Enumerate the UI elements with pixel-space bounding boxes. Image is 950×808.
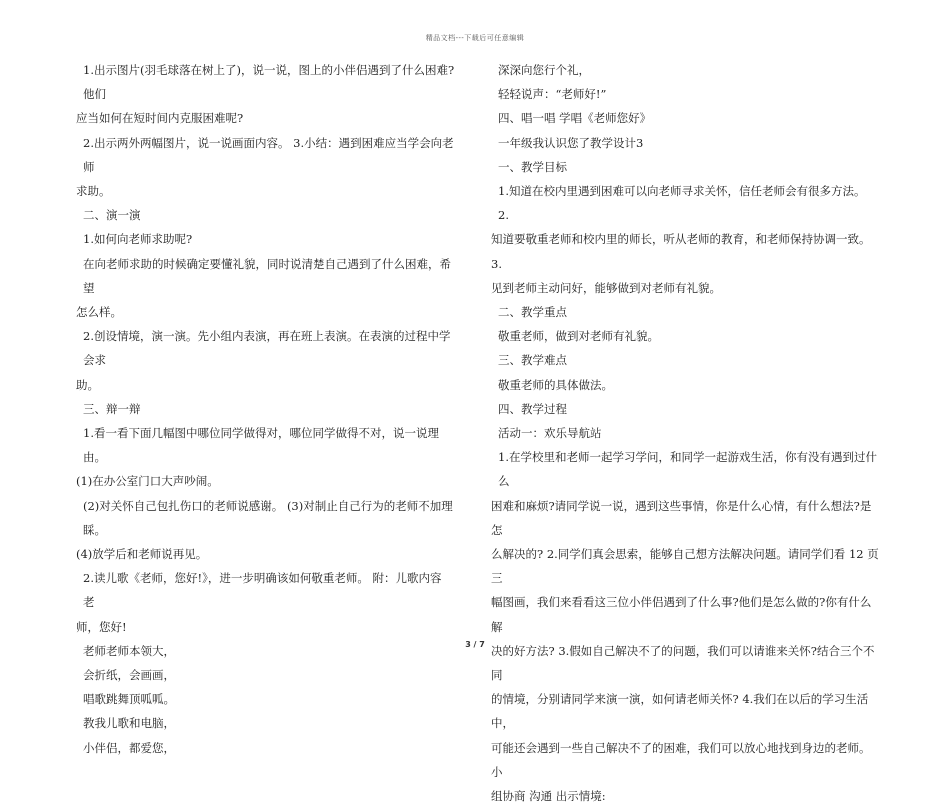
- text-line: 轻轻说声：“老师好!”: [498, 87, 607, 102]
- right-column: [491, 58, 880, 808]
- text-line: 见到老师主动问好，能够做到对老师有礼貌。: [491, 280, 721, 295]
- text-line: 二、演一演: [83, 208, 141, 223]
- left-column: [76, 58, 455, 760]
- text-line: (1)在办公室门口大声吵闹。: [76, 474, 219, 489]
- text-line: 深深向您行个礼，: [498, 63, 590, 77]
- text-line: 困难和麻烦?请同学说一说，遇到这些事情，你是什么心情，有什么想法?是怎: [491, 498, 872, 537]
- text-line: 1.看一看下面几幅图中哪位同学做得对，哪位同学做得不对，说一说理由。: [83, 426, 439, 465]
- text-line: 知道要敬重老师和校内里的师长，听从老师的教育，和老师保持协调一致。 3.: [491, 232, 871, 271]
- text-line: 会折纸，会画画，: [83, 668, 175, 683]
- text-line: 2.读儿歌《老师，您好!》，进一步明确该如何敬重老师。 附：儿歌内容 老: [83, 571, 442, 610]
- text-line: 教我儿歌和电脑，: [83, 716, 175, 731]
- text-line: 三、辩一辩: [83, 401, 141, 416]
- text-line: 的情境，分别请同学来演一演，如何请老师关怀? 4.我们在以后的学习生活中，: [491, 692, 869, 731]
- text-line: 1.知道在校内里遇到困难可以向老师寻求关怀，信任老师会有很多方法。 2.: [498, 184, 866, 223]
- text-line: 活动一：欢乐导航站: [498, 426, 602, 441]
- text-line: 2.创设情境，演一演。先小组内表演，再在班上表演。在表演的过程中学会求: [83, 329, 451, 368]
- text-line: 么解决的? 2.同学们真会思索，能够自己想方法解决问题。请同学们看 12 页三: [491, 547, 879, 586]
- text-line: 敬重老师，做到对老师有礼貌。: [498, 329, 659, 344]
- text-line: 敬重老师的具体做法。: [498, 377, 613, 392]
- text-line: 1.在学校里和老师一起学习学问，和同学一起游戏生活，你有没有遇到过什么: [498, 450, 877, 489]
- text-line: 在向老师求助的时候确定要懂礼貌，同时说清楚自己遇到了什么困难，希望: [83, 256, 451, 295]
- text-line: 1.出示图片(羽毛球落在树上了)，说一说，图上的小伴侣遇到了什么困难?他们: [83, 63, 455, 102]
- text-line: 1.如何向老师求助呢?: [83, 232, 193, 247]
- text-line: (2)对关怀自己包扎伤口的老师说感谢。 (3)对制止自己行为的老师不加理睬。: [83, 498, 453, 537]
- text-line: 三、教学难点: [498, 353, 567, 368]
- text-line: 小伴侣，都爱您，: [83, 740, 175, 755]
- text-line: 唱歌跳舞顶呱呱。: [83, 692, 175, 707]
- text-line: 幅图画，我们来看看这三位小伴侣遇到了什么事?他们是怎么做的?你有什么解: [491, 595, 872, 634]
- text-line: 二、教学重点: [498, 305, 567, 320]
- text-line: 老师老师本领大，: [83, 643, 175, 658]
- text-line: 可能还会遇到一些自己解决不了的困难，我们可以放心地找到身边的老师。 小: [491, 740, 871, 779]
- text-line: 四、唱一唱 学唱《老师您好》: [498, 111, 652, 126]
- text-line: 怎么样。: [76, 305, 122, 320]
- text-line: 四、教学过程: [498, 401, 567, 416]
- page-header: 精品文档---下载后可任意编辑: [425, 34, 525, 42]
- text-line: (4)放学后和老师说再见。: [76, 547, 208, 562]
- text-line: 决的好方法? 3.假如自己解决不了的问题，我们可以请谁来关怀?结合三个不同: [491, 643, 875, 683]
- text-line: 一年级我认识您了教学设计3: [498, 135, 644, 150]
- text-line: 求助。: [76, 184, 111, 199]
- text-line: 2.出示两外两幅图片，说一说画面内容。 3.小结：遇到困难应当学会向老师: [83, 135, 454, 174]
- text-line: 助。: [76, 377, 99, 392]
- page-number: 3 / 7: [465, 640, 485, 649]
- text-line: 一、教学目标: [498, 159, 567, 174]
- text-line: 组协商 沟通 出示情境:: [491, 789, 606, 804]
- text-line: 师，您好!: [76, 619, 127, 634]
- text-line: 应当如何在短时间内克服困难呢?: [76, 111, 244, 126]
